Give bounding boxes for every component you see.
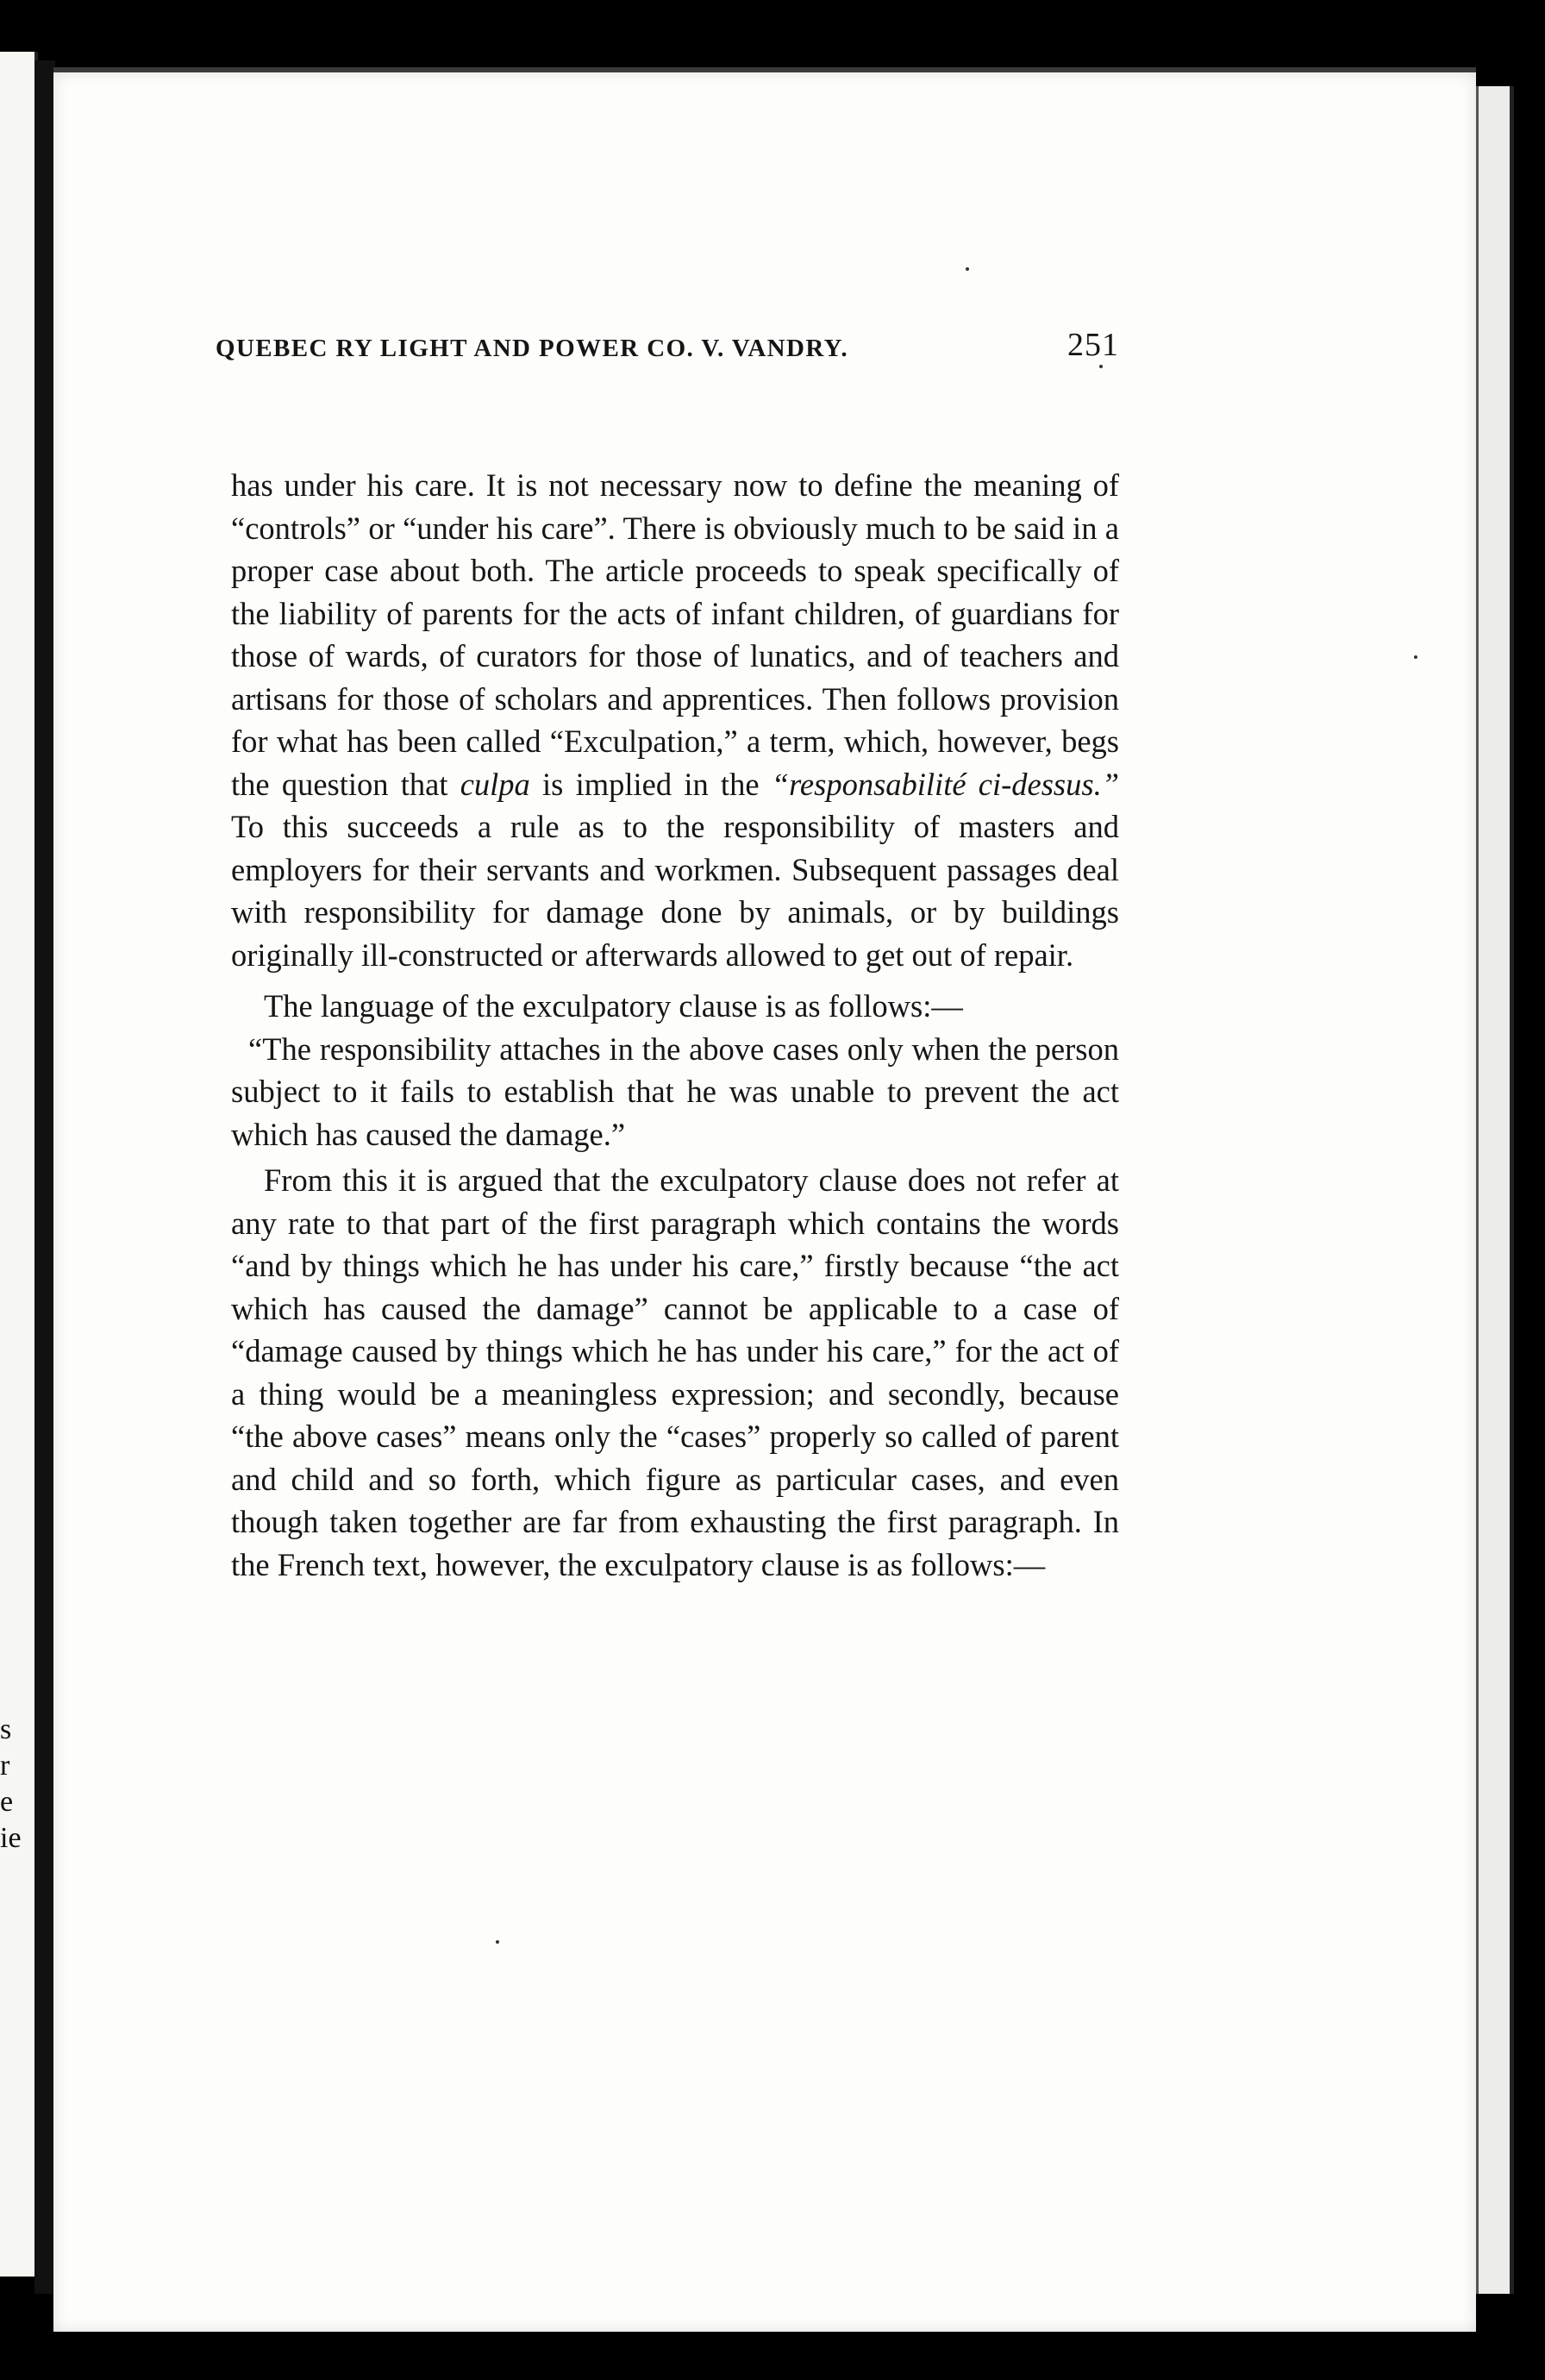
dust-speck	[1414, 655, 1417, 659]
italic-term-responsabilite: “responsabilité ci-dessus.”	[771, 766, 1119, 802]
paragraph-4	[231, 1159, 1119, 1586]
page-number: 251	[1067, 327, 1119, 363]
dust-speck	[966, 267, 969, 271]
text-run: To this succeeds a rule as to the responsibility of masters and employers for their servants and workmen. Subsequent passages deal with responsibility for damage done by animals, or by buildings originally ill-constructed or afterwards allowed to get out of repair.	[231, 809, 1119, 973]
page-fore-edge	[1476, 86, 1514, 2294]
text-run: “The responsibility attaches in the above cases only when the person subject to it fails to establish that he was unable to prevent the act which has caused the damage.”	[231, 1030, 1119, 1152]
edge-letter: ie	[0, 1822, 22, 1854]
text-run: From this it is argued that the exculpatory clause does not refer at any rate to that part of the first paragraph which contains the words “and by things which he has under his care,” firstly because “the act which has caused the damage” cannot be applicable to a case of “damage caused by things which he has under his care,” for the act of a thing would be a meaningless expression; and secondly, because “the above cases” means only the “cases” properly so called of parent and child and so forth, which figure as particular cases, and even though taken together are far from exhausting the first paragraph. In the French text, however, the exculpatory clause is as follows:—	[231, 1162, 1119, 1582]
body-text	[231, 464, 1119, 1586]
quoted-clause	[231, 1028, 1119, 1156]
paragraph-1	[231, 464, 1119, 976]
edge-letter: s	[0, 1713, 12, 1745]
paragraph-2	[231, 985, 1119, 1028]
edge-letter: r	[0, 1750, 10, 1782]
dust-speck	[496, 1940, 499, 1944]
text-run: The language of the exculpatory clause is as follows:—	[264, 988, 963, 1024]
text-run: is implied in the	[529, 766, 772, 802]
previous-page-letters	[0, 1712, 26, 1857]
edge-letter: e	[0, 1786, 14, 1818]
italic-term-culpa: culpa	[460, 766, 530, 802]
previous-page-edge	[0, 52, 38, 2277]
running-head: QUEBEC RY LIGHT AND POWER CO. V. VANDRY.	[216, 335, 849, 362]
page-header	[216, 326, 1119, 378]
book-spine	[34, 60, 55, 2294]
text-run: has under his care. It is not necessary now to define the meaning of “controls” or “under his care”. There is obviously much to be said in a proper case about both. The article proceeds to speak specifically of the liability of parents for the acts of infant children, of guardians for those of wards, of curators for those of lunatics, and of teachers and artisans for those of scholars and apprentices. Then follows provision for what has been called “Exculpation,” a term, which, however, begs the question that	[231, 467, 1119, 802]
